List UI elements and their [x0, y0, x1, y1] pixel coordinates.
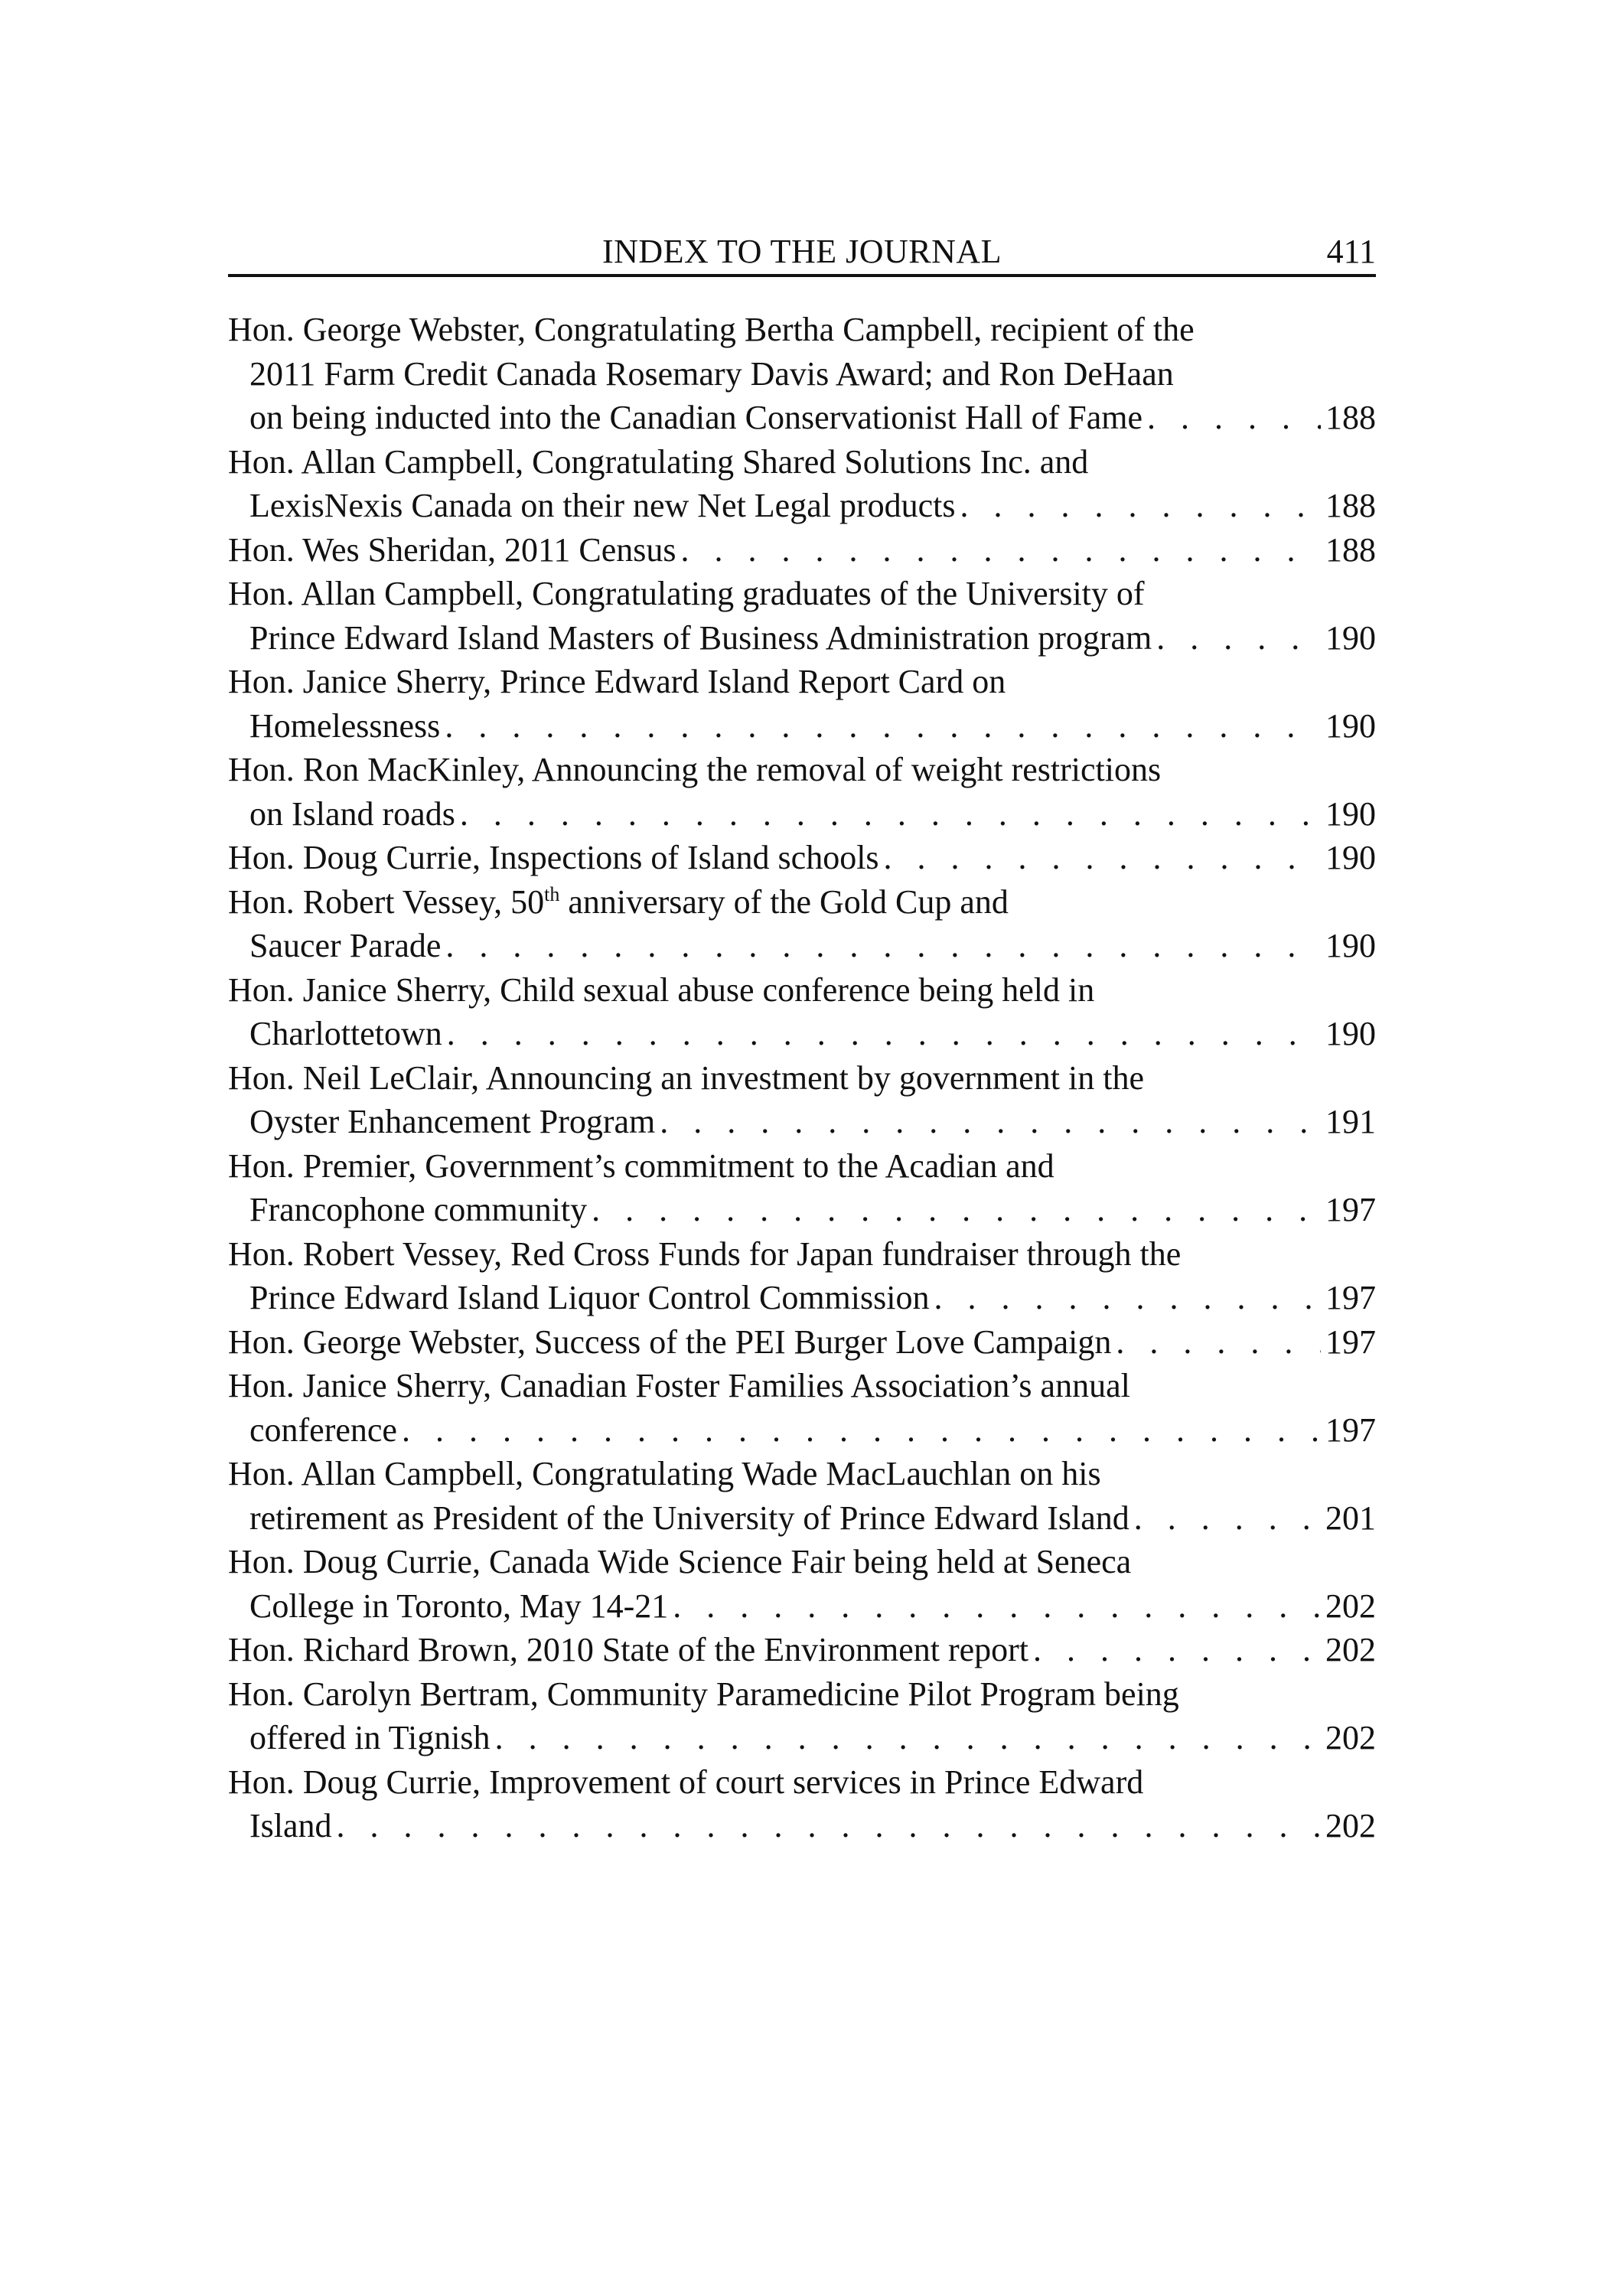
- running-header: [228, 230, 1376, 277]
- entry-first-line: [228, 880, 1376, 925]
- entry-text: Prince Edward Island Liquor Control Commission: [249, 1279, 930, 1316]
- entry-text: Hon. Allan Campbell, Congratulating graduates of the University of: [228, 575, 1145, 612]
- entry-continuation-line: [228, 1408, 1376, 1453]
- entry-continuation-line: [228, 924, 1376, 968]
- entry-continuation-line: [228, 352, 1376, 396]
- entry-page-number: 191: [1325, 1103, 1376, 1140]
- entry-text: on Island roads: [249, 794, 455, 833]
- entry-text: Francophone community: [249, 1191, 588, 1228]
- dot-leader: [402, 1408, 1321, 1453]
- entry-first-line: [228, 1232, 1376, 1277]
- dot-leader: [495, 1716, 1321, 1760]
- entry-first-line: [228, 528, 1376, 572]
- dot-leader: [460, 792, 1321, 837]
- entry-first-line: [228, 1320, 1376, 1365]
- dot-leader: [337, 1804, 1321, 1848]
- entry-first-line: [228, 1452, 1376, 1496]
- index-entry: [228, 440, 1376, 528]
- index-entry: [228, 1760, 1376, 1848]
- dot-leader: [884, 836, 1321, 880]
- entry-page-number: 202: [1325, 1719, 1376, 1756]
- entry-text: Hon. Doug Currie, Inspections of Island schools: [228, 839, 879, 876]
- entry-page-number: 190: [1325, 839, 1376, 876]
- entry-continuation-line: [228, 616, 1376, 660]
- entry-first-line: [228, 968, 1376, 1013]
- index-entries: [228, 308, 1376, 1848]
- entry-first-line: [228, 836, 1376, 880]
- entry-first-line: [228, 440, 1376, 484]
- entry-text: Hon. Janice Sherry, Prince Edward Island Report Card on: [228, 663, 1006, 700]
- entry-text: Hon. Neil LeClair, Announcing an investment by government in the: [228, 1058, 1145, 1097]
- entry-page-number: 190: [1325, 1015, 1376, 1052]
- entry-text: Hon. Allan Campbell, Congratulating Wade MacLauchlan on his: [228, 1455, 1101, 1492]
- entry-continuation-line: [228, 396, 1376, 440]
- entry-text: Prince Edward Island Masters of Business Administration program: [249, 618, 1152, 657]
- entry-text: Hon. George Webster, Success of the PEI Burger Love Campaign: [228, 1322, 1112, 1361]
- entry-page-number: 190: [1325, 927, 1376, 964]
- entry-page-number: 188: [1325, 530, 1376, 569]
- index-entry: [228, 880, 1376, 968]
- dot-leader: [960, 484, 1322, 528]
- entry-text: Saucer Parade: [249, 927, 442, 964]
- index-entry: [228, 968, 1376, 1056]
- entry-text: Hon. Carolyn Bertram, Community Paramedicine Pilot Program being: [228, 1675, 1179, 1713]
- index-entry: [228, 308, 1376, 440]
- entry-text: Hon. Premier, Government’s commitment to the Acadian and: [228, 1146, 1054, 1185]
- dot-leader: [592, 1188, 1321, 1232]
- dot-leader: [660, 1100, 1321, 1144]
- entry-continuation-line: [228, 704, 1376, 748]
- entry-continuation-line: [228, 1716, 1376, 1760]
- page-number: 411: [1326, 233, 1376, 270]
- index-entry: [228, 1672, 1376, 1760]
- index-entry: [228, 836, 1376, 880]
- dot-leader: [1134, 1496, 1321, 1541]
- entry-first-line: [228, 1628, 1376, 1672]
- entry-text: Hon. Wes Sheridan, 2011 Census: [228, 530, 676, 569]
- index-entry: [228, 1452, 1376, 1540]
- entry-text: Hon. Janice Sherry, Child sexual abuse conference being held in: [228, 970, 1095, 1009]
- entry-text: LexisNexis Canada on their new Net Legal products: [249, 487, 956, 524]
- entry-page-number: 190: [1325, 706, 1376, 745]
- entry-page-number: 197: [1325, 1191, 1376, 1228]
- entry-continuation-line: [228, 1804, 1376, 1848]
- entry-text: Island: [249, 1807, 332, 1844]
- entry-first-line: [228, 748, 1376, 792]
- entry-first-line: [228, 1364, 1376, 1408]
- entry-first-line: [228, 1760, 1376, 1805]
- index-entry: [228, 1232, 1376, 1320]
- entry-text: Hon. Ron MacKinley, Announcing the removal of weight restrictions: [228, 751, 1162, 788]
- entry-page-number: 197: [1325, 1279, 1376, 1316]
- entry-text: Hon. Doug Currie, Improvement of court services in Prince Edward: [228, 1763, 1144, 1801]
- entry-first-line: [228, 308, 1376, 352]
- dot-leader: [447, 1012, 1321, 1056]
- index-entry: [228, 1540, 1376, 1628]
- entry-text: offered in Tignish: [249, 1719, 491, 1756]
- entry-first-line: [228, 1672, 1376, 1717]
- dot-leader: [1033, 1628, 1321, 1672]
- index-entry: [228, 528, 1376, 572]
- journal-index-page: [228, 230, 1376, 1848]
- entry-page-number: 201: [1325, 1499, 1376, 1537]
- entry-text: Hon. Richard Brown, 2010 State of the Environment report: [228, 1631, 1029, 1668]
- entry-first-line: [228, 1056, 1376, 1101]
- entry-page-number: 197: [1325, 1411, 1376, 1449]
- entry-page-number: 188: [1325, 399, 1376, 436]
- entry-text: on being inducted into the Canadian Conservationist Hall of Fame: [249, 399, 1143, 436]
- index-entry: [228, 572, 1376, 660]
- entry-text: Hon. Robert Vessey, Red Cross Funds for Japan fundraiser through the: [228, 1234, 1182, 1273]
- entry-text: Hon. Allan Campbell, Congratulating Shared Solutions Inc. and: [228, 442, 1089, 481]
- entry-first-line: [228, 1540, 1376, 1584]
- entry-page-number: 197: [1325, 1322, 1376, 1361]
- entry-text: conference: [249, 1411, 397, 1449]
- entry-page-number: 202: [1325, 1587, 1376, 1625]
- entry-continuation-line: [228, 792, 1376, 837]
- dot-leader: [445, 924, 1321, 968]
- entry-text: Hon. Robert Vessey, 50th anniversary of the Gold Cup and: [228, 882, 1009, 921]
- index-entry: [228, 1364, 1376, 1452]
- entry-text: retirement as President of the University of Prince Edward Island: [249, 1499, 1129, 1537]
- entry-continuation-line: [228, 1584, 1376, 1629]
- entry-first-line: [228, 1144, 1376, 1189]
- entry-page-number: 190: [1325, 618, 1376, 657]
- entry-first-line: [228, 660, 1376, 704]
- index-entry: [228, 1056, 1376, 1144]
- entry-text: Charlottetown: [249, 1015, 442, 1052]
- dot-leader: [1147, 396, 1321, 440]
- index-entry: [228, 748, 1376, 836]
- dot-leader: [673, 1584, 1321, 1629]
- entry-continuation-line: [228, 1100, 1376, 1144]
- dot-leader: [934, 1276, 1321, 1320]
- index-entry: [228, 660, 1376, 748]
- entry-text: College in Toronto, May 14-21: [249, 1587, 669, 1625]
- dot-leader: [1156, 616, 1321, 660]
- entry-page-number: 202: [1325, 1807, 1376, 1844]
- index-entry: [228, 1320, 1376, 1365]
- dot-leader: [445, 704, 1321, 748]
- entry-text: Oyster Enhancement Program: [249, 1103, 656, 1140]
- entry-text: 2011 Farm Credit Canada Rosemary Davis Award; and Ron DeHaan: [249, 354, 1174, 393]
- index-entry: [228, 1144, 1376, 1232]
- entry-continuation-line: [228, 1188, 1376, 1232]
- dot-leader: [1116, 1320, 1321, 1365]
- dot-leader: [681, 528, 1321, 572]
- entry-text: Hon. George Webster, Congratulating Bertha Campbell, recipient of the: [228, 311, 1195, 348]
- entry-text: Hon. Janice Sherry, Canadian Foster Families Association’s annual: [228, 1367, 1130, 1404]
- entry-text: Homelessness: [249, 706, 441, 745]
- index-entry: [228, 1628, 1376, 1672]
- running-title: INDEX TO THE JOURNAL: [601, 233, 1002, 270]
- entry-continuation-line: [228, 484, 1376, 528]
- entry-page-number: 190: [1325, 794, 1376, 833]
- entry-continuation-line: [228, 1496, 1376, 1541]
- entry-continuation-line: [228, 1276, 1376, 1320]
- entry-page-number: 188: [1325, 487, 1376, 524]
- entry-first-line: [228, 572, 1376, 616]
- entry-page-number: 202: [1325, 1631, 1376, 1668]
- entry-continuation-line: [228, 1012, 1376, 1056]
- entry-text: Hon. Doug Currie, Canada Wide Science Fair being held at Seneca: [228, 1543, 1132, 1580]
